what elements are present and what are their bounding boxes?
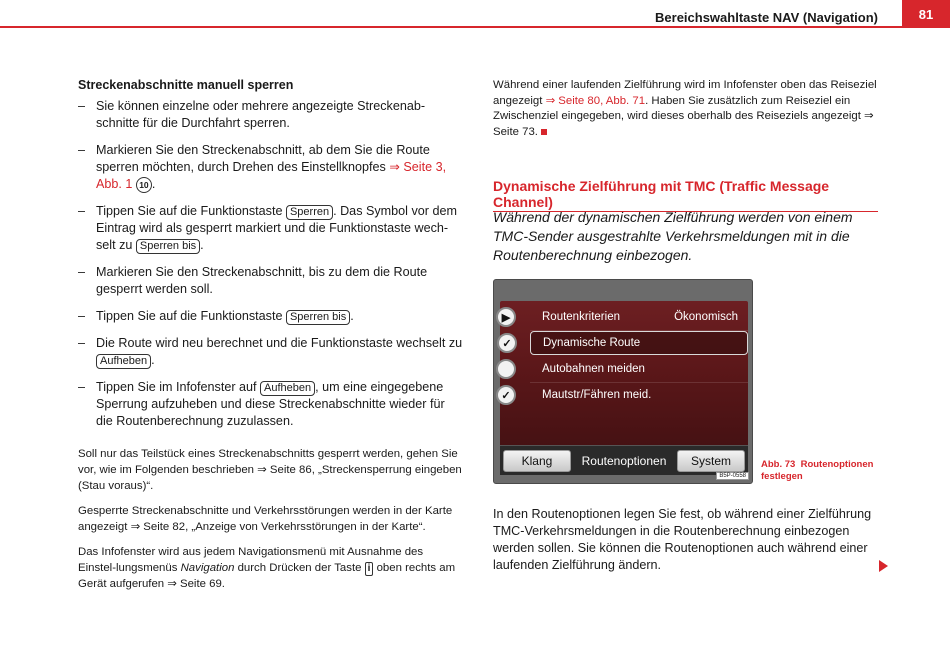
function-key-label: Sperren <box>286 205 333 220</box>
device-screen-figure <box>493 279 753 484</box>
figure-code: B5P-0558 <box>716 472 749 480</box>
function-key-label: Aufheben <box>260 381 315 396</box>
info-key-label: i <box>365 562 374 576</box>
list-item: – Die Route wird neu berechnet und die Funktionstaste wechselt zu Aufheben . <box>78 336 463 367</box>
check-icon: ✓ <box>497 333 517 353</box>
function-key-label: Sperren bis <box>136 239 200 254</box>
tab-system[interactable]: System <box>677 450 745 472</box>
screen-tab-bar <box>500 445 748 475</box>
tab-routenoptionen[interactable]: Routenoptionen <box>581 454 667 468</box>
page-reference-link[interactable]: ⇒ Seite 3, Abb. 1 <box>96 160 447 191</box>
step-list <box>78 98 463 430</box>
callout-number: 10 <box>136 177 152 193</box>
left-column <box>78 78 463 601</box>
page-header-title: Bereichswahltaste NAV (Navigation) <box>655 10 878 25</box>
page-number: 81 <box>902 0 950 28</box>
play-icon: ▶ <box>496 307 516 327</box>
function-key-label: Sperren bis <box>286 310 350 325</box>
section-heading: Dynamische Zielführung mit TMC (Traffic Message Channel) <box>493 178 878 212</box>
paragraph: Das Infofenster wird aus jedem Navigationsmenü mit Ausnahme des Einstel-lungsmenüs Navigation durch Drücken der Taste i oben rechts am Gerät aufgerufen ⇒ Seite 69. <box>78 546 456 590</box>
menu-row-mautstrassen[interactable]: ✓ Mautstr/Fähren meid. <box>530 383 748 407</box>
function-key-label: Aufheben <box>96 354 151 369</box>
list-item: – Tippen Sie im Infofenster auf Aufheben , um eine eingegebene Sperrung aufzuheben und diese Streckenabschnitte wieder für die Routenberechnung zuzulassen. <box>78 380 445 428</box>
tab-klang[interactable]: Klang <box>503 450 571 472</box>
figure-caption: Abb. 73 Routenoptionen festlegen <box>761 459 874 482</box>
empty-circle-icon <box>496 359 516 379</box>
list-item: – Tippen Sie auf die Funktionstaste Sperren bis . <box>78 309 354 323</box>
menu-row-dynamische-route[interactable]: ✓ Dynamische Route <box>530 331 748 355</box>
intro-paragraph: Während einer laufenden Zielführung wird im Infofenster oben das Reiseziel angezeigt ⇒ Seite 80, Abb. 71. Haben Sie zusätzlich zum Reiseziel ein Zwischenziel eingegeben, wird dieses oberhalb des Reiseziels angezeigt ⇒ Seite 73. <box>493 79 877 138</box>
paragraph: Gesperrte Streckenabschnitte und Verkehrsstörungen werden in der Karte angezeigt ⇒ Seite 82, „Anzeige von Verkehrsstörungen in der Karte“. <box>78 505 453 533</box>
check-icon: ✓ <box>496 385 516 405</box>
section-heading: Streckenabschnitte manuell sperren <box>78 78 294 92</box>
screen-display <box>500 301 748 475</box>
paragraph: Soll nur das Teilstück eines Streckenabschnitts gesperrt werden, gehen Sie vor, wie im Folgenden beschrieben ⇒ Seite 86, „Streckensperrung eingeben (Stau voraus)“. <box>78 448 462 492</box>
end-marker-icon <box>541 129 547 135</box>
lead-paragraph: Während der dynamischen Zielführung werden von einem TMC-Sender ausgestrahlte Verkehrsmeldungen mit in die Routenberechnung einbezogen. <box>493 209 853 263</box>
menu-row-autobahnen[interactable]: Autobahnen meiden <box>530 357 748 381</box>
paragraph: In den Routenoptionen legen Sie fest, ob während einer Zielführung TMC-Verkehrsmeldungen in die Routenberechnung einbezogen werden sollen. Sie können die Routenoptionen auch während einer laufenden Zielführung ändern. <box>493 507 872 572</box>
list-item: – Markieren Sie den Streckenabschnitt, bis zu dem die Route gesperrt werden soll. <box>78 265 428 296</box>
right-column <box>493 78 878 572</box>
list-item: – Sie können einzelne oder mehrere angezeigte Streckenab-schnitte für die Durchfahrt sperren. <box>78 99 426 130</box>
list-item: – Tippen Sie auf die Funktionstaste Sperren . Das Symbol vor dem Eintrag wird als gesperrt markiert und die Funktionstaste wech-selt zu Sperren bis . <box>78 204 457 252</box>
list-item: – Markieren Sie den Streckenabschnitt, ab dem Sie die Route sperren möchten, durch Drehen des Einstellknopfes ⇒ Seite 3, Abb. 1 10 . <box>78 143 447 191</box>
continue-arrow-icon <box>879 560 888 572</box>
page-reference-link[interactable]: ⇒ Seite 80, Abb. 71 <box>545 94 646 107</box>
header-rule <box>0 26 950 28</box>
menu-row-routenkriterien[interactable]: ▶ Routenkriterien Ökonomisch <box>530 305 748 329</box>
